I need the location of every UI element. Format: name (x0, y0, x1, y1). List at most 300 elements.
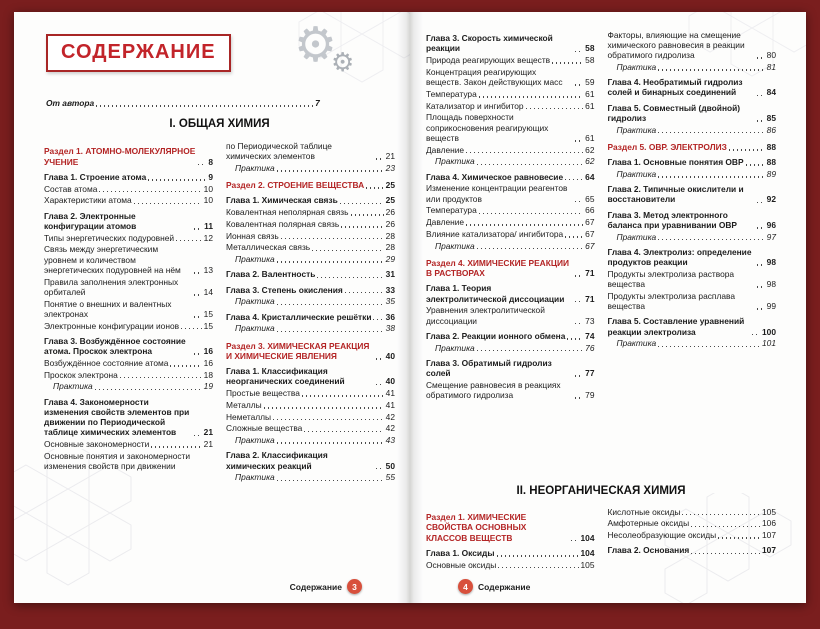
entry-text: Практика (235, 296, 275, 307)
entry-page-number: 105 (580, 559, 595, 570)
entry-page-number: 29 (385, 254, 395, 264)
entry-page-number: 25 (385, 180, 395, 190)
entry-page-number: 28 (385, 242, 395, 253)
toc-entry-practice (608, 169, 777, 179)
entry-text: Практика (235, 323, 275, 334)
dot-leader (376, 358, 384, 359)
entry-text: Глава 4. Электролиз: определение продуктов реакции (607, 246, 752, 267)
entry-text: Связь между энергетическим уровнем и количеством энергетических подуровней на нём (44, 244, 181, 275)
entry-text: Глава 3. Скорость химической реакции (426, 33, 553, 54)
entry-page-number: 84 (766, 87, 776, 98)
toc-column-3-bottom (426, 505, 595, 570)
gear-icon: ⚙ (294, 19, 338, 72)
toc-entry-chapter (608, 545, 777, 555)
entry-text: Основные понятия и закономерности изменения свойств при движении (44, 450, 191, 471)
dot-leader (575, 375, 583, 376)
dot-leader (277, 304, 384, 305)
entry-text: Концентрация реагирующих веществ. Закон действующих масс (426, 66, 563, 87)
entry-text: Глава 3. Метод электронного баланса при уравнивании ОВР (607, 209, 737, 230)
toc-entry-chapter (608, 247, 777, 268)
toc-entry-author (46, 98, 320, 108)
entry-text: Раздел 1. АТОМНО-МОЛЕКУЛЯРНОЕ УЧЕНИЕ (44, 146, 196, 167)
entry-page-number: 88 (766, 157, 776, 167)
entry-text: Глава 4. Закономерности изменения свойств элементов при движении по Периодической таблице химических элементов (44, 396, 190, 438)
toc-entry-item (226, 207, 395, 217)
dot-leader (757, 95, 765, 96)
entry-page-number: 96 (766, 219, 776, 230)
dot-leader (658, 69, 764, 70)
right-page (410, 12, 806, 603)
entry-text: Глава 2. Электронные конфигурации атомов (44, 210, 137, 231)
entry-text: Ковалентная полярная связь (226, 218, 340, 229)
toc-entry-item (426, 112, 595, 143)
toc-entry-chapter (426, 358, 595, 379)
toc-entry-item (44, 244, 213, 275)
entry-text: Практика (616, 338, 657, 349)
entry-text: Практика (616, 168, 657, 179)
entry-text: Глава 1. Классификация неорганических соединений (226, 366, 345, 387)
entry-page-number: 100 (762, 326, 776, 337)
entry-page-number: 14 (203, 286, 213, 297)
entry-page-number: 77 (585, 368, 595, 378)
entry-page-number: 40 (385, 376, 395, 387)
entry-page-number: 104 (580, 547, 595, 558)
entry-page-number: 36 (385, 311, 395, 322)
dot-leader (575, 84, 583, 85)
entry-page-number: 61 (585, 100, 595, 111)
entry-text: Возбуждённое состояние атома (44, 357, 169, 368)
dot-leader (567, 338, 583, 339)
toc-column-4-bottom (608, 505, 777, 570)
toc-entry-item (44, 299, 213, 320)
toc-entry-chapter (44, 397, 213, 438)
toc-entry-item (426, 145, 595, 155)
dot-leader (498, 567, 578, 568)
toc-entry-chapter (608, 77, 777, 98)
toc-column-1 (44, 139, 213, 482)
dot-leader (565, 236, 583, 237)
page-number-badge: 4 (458, 579, 473, 594)
toc-entry-practice (44, 381, 213, 391)
entry-page-number: 71 (585, 268, 595, 278)
gear-small-icon: ⚙ (331, 47, 355, 77)
entry-page-number: 64 (585, 171, 595, 182)
dot-leader (194, 435, 202, 436)
toc-entry-item (226, 412, 395, 422)
toc-entry-item (44, 358, 213, 368)
entry-page-number: 11 (204, 220, 213, 231)
entry-page-number: 15 (203, 320, 213, 331)
entry-page-number: 66 (585, 205, 595, 216)
dot-leader (264, 407, 384, 408)
left-page-footer (290, 579, 362, 594)
entry-text: Глава 5. Совместный (двойной) гидролиз (607, 102, 741, 123)
toc-entry-chapter (44, 336, 213, 357)
toc-entry-item (226, 141, 395, 162)
page-number-badge: 3 (347, 579, 362, 594)
toc-entry-chapter (426, 548, 595, 558)
toc-entry-practice (226, 296, 395, 306)
toc-entry-practice (226, 435, 395, 445)
toc-entry-practice (608, 125, 777, 135)
entry-text: Глава 5. Составление уравнений реакции электролиза (607, 316, 745, 337)
entry-text: по Периодической таблице химических элементов (226, 140, 332, 161)
entry-page-number: 107 (762, 530, 776, 540)
toc-entry-item (426, 229, 595, 239)
toc-entry-item (426, 183, 595, 204)
entry-page-number: 19 (203, 381, 213, 392)
entry-page-number: 28 (385, 230, 395, 241)
dot-leader (194, 316, 202, 317)
dot-leader (575, 51, 583, 52)
dot-leader (194, 353, 202, 354)
entry-text: Раздел 3. ХИМИЧЕСКАЯ РЕАКЦИЯ И ХИМИЧЕСКИЕ ЯВЛЕНИЯ (226, 340, 370, 361)
entry-page-number: 55 (385, 472, 395, 483)
dot-leader (718, 537, 760, 538)
entry-page-number: 61 (585, 88, 595, 99)
entry-page-number: 89 (766, 168, 776, 179)
entry-text: Неметаллы (226, 411, 272, 422)
dot-leader (317, 277, 383, 278)
dot-leader (341, 226, 383, 227)
dot-leader (134, 203, 202, 204)
dot-leader (729, 149, 765, 150)
entry-text: Практика (235, 254, 275, 264)
gear-decoration (294, 19, 355, 77)
dot-leader (497, 555, 579, 556)
part-header-general-chemistry: I. ОБЩАЯ ХИМИЯ (169, 118, 270, 131)
right-page-columns-bottom (426, 505, 776, 570)
dot-leader (366, 187, 383, 188)
toc-entry-chapter (44, 211, 213, 232)
entry-text: Смещение равновесия в реакциях обратимого гидролиза (426, 379, 561, 400)
entry-text: Практика (235, 472, 275, 483)
dot-leader (176, 240, 202, 241)
entry-page-number: 41 (385, 388, 395, 398)
entry-text: Уравнения электролитической диссоциации (426, 305, 545, 326)
entry-page-number: 86 (766, 124, 776, 135)
toc-entry-item (44, 370, 213, 380)
toc-entry-item (44, 233, 213, 243)
entry-text: Практика (53, 381, 93, 392)
entry-text: Факторы, влияющие на смещение химического равновесия в реакции обратимого гидролиза (607, 29, 745, 60)
entry-page-number: 16 (203, 357, 213, 368)
entry-text: Глава 1. Оксиды (426, 547, 495, 558)
dot-leader (746, 164, 765, 165)
dot-leader (571, 540, 579, 541)
entry-text: Температура (426, 88, 477, 99)
toc-entry-practice (426, 343, 595, 353)
entry-page-number: 9 (208, 171, 213, 182)
contents-title: СОДЕРЖАНИЕ (46, 34, 231, 72)
toc-entry-item (608, 30, 777, 61)
toc-entry-item (44, 277, 213, 298)
toc-entry-item (608, 507, 777, 517)
entry-text: Металлы (226, 399, 262, 410)
footer-label: Содержание (478, 581, 531, 592)
toc-entry-item (44, 451, 213, 472)
dot-leader (466, 152, 583, 153)
dot-leader (477, 164, 583, 165)
entry-page-number: 107 (762, 545, 776, 556)
entry-page-number: 74 (585, 330, 595, 341)
dot-leader (757, 227, 765, 228)
dot-leader (170, 365, 201, 366)
entry-text: Характеристики атома (44, 195, 132, 206)
toc-entry-item (608, 291, 777, 312)
entry-page-number: 42 (385, 423, 395, 434)
dot-leader (312, 250, 384, 251)
dot-leader (526, 108, 584, 109)
dot-leader (575, 397, 583, 398)
dot-leader (194, 272, 202, 273)
footer-label: Содержание (289, 581, 342, 592)
dot-leader (376, 468, 384, 469)
toc-entry-practice (426, 241, 595, 251)
entry-page-number: 62 (585, 156, 595, 167)
entry-page-number: 98 (766, 279, 776, 289)
toc-entry-item (608, 518, 777, 528)
toc-entry-chapter (226, 312, 395, 322)
toc-entry-item (426, 560, 595, 570)
toc-entry-chapter (426, 331, 595, 341)
dot-leader (691, 526, 760, 527)
dot-leader (277, 331, 384, 332)
entry-page-number: 8 (208, 156, 213, 167)
entry-text: Раздел 2. СТРОЕНИЕ ВЕЩЕСТВА (226, 180, 365, 190)
entry-text: Влияние катализатора/ ингибитора (426, 228, 564, 239)
toc-entry-chapter (426, 283, 595, 304)
entry-page-number: 31 (385, 269, 395, 280)
entry-text: Давление (426, 144, 465, 155)
entry-text: Глава 2. Классификация химических реакций (226, 450, 328, 471)
entry-page-number: 13 (203, 264, 213, 275)
toc-entry-section (226, 341, 395, 362)
entry-page-number: 67 (585, 228, 595, 239)
toc-entry-chapter (226, 450, 395, 471)
dot-leader (277, 261, 384, 262)
entry-page-number: 85 (766, 112, 776, 123)
toc-entry-item (226, 231, 395, 241)
entry-text: Глава 1. Строение атома (44, 171, 147, 182)
toc-entry-item (226, 388, 395, 398)
entry-page-number: 58 (585, 43, 595, 54)
book-spread (14, 12, 806, 603)
toc-entry-item (608, 269, 777, 290)
title-row (46, 19, 395, 82)
dot-leader (552, 62, 583, 63)
toc-entry-item (426, 89, 595, 99)
entry-text: Раздел 1. ХИМИЧЕСКИЕ СВОЙСТВА ОСНОВНЫХ КЛАССОВ ВЕЩЕСТВ (426, 512, 527, 543)
entry-page-number: 25 (385, 195, 395, 206)
entry-page-number: 92 (766, 194, 776, 205)
left-page-content (14, 12, 410, 603)
toc-entry-chapter (426, 172, 595, 182)
entry-page-number: 15 (203, 308, 213, 319)
toc-entry-item (44, 439, 213, 449)
toc-column-4 (608, 28, 777, 349)
dot-leader (151, 446, 201, 447)
toc-entry-section (426, 258, 595, 279)
entry-text: Глава 2. Валентность (226, 269, 316, 280)
entry-text: Ковалентная неполярная связь (226, 207, 349, 217)
toc-entry-section (226, 180, 395, 190)
dot-leader (277, 170, 384, 171)
dot-leader (148, 179, 206, 180)
dot-leader (658, 132, 764, 133)
toc-entry-practice (226, 163, 395, 173)
toc-column-3 (426, 28, 595, 400)
toc-entry-chapter (426, 33, 595, 54)
entry-text: Продукты электролиза раствора вещества (607, 268, 735, 289)
entry-text: Изменение концентрации реагентов или продуктов (426, 183, 568, 204)
entry-page-number: 12 (203, 232, 213, 243)
dot-leader (757, 57, 765, 58)
dot-leader (376, 158, 384, 159)
toc-entry-chapter (226, 366, 395, 387)
entry-text: Основные закономерности (44, 439, 150, 449)
entry-page-number: 98 (766, 257, 776, 267)
toc-entry-item (426, 205, 595, 215)
entry-text: Ионная связь (226, 230, 279, 241)
toc-entry-item (226, 219, 395, 229)
entry-text: Практика (235, 435, 275, 445)
entry-text: Глава 3. Обратимый гидролиз солей (426, 357, 552, 378)
entry-page-number: 67 (585, 217, 595, 227)
toc-column-2 (226, 139, 395, 482)
dot-leader (658, 239, 764, 240)
entry-page-number: 26 (385, 218, 395, 229)
entry-text: Практика (235, 162, 275, 173)
dot-leader (477, 350, 583, 351)
toc-entry-chapter (226, 269, 395, 279)
entry-page-number: 67 (585, 240, 595, 251)
dot-leader (757, 308, 765, 309)
entry-text: Практика (435, 156, 475, 167)
entry-page-number: 59 (585, 77, 595, 87)
right-page-footer (458, 579, 530, 594)
entry-page-number: 10 (203, 195, 213, 206)
dot-leader (120, 377, 202, 378)
entry-page-number: 21 (203, 439, 213, 449)
toc-entry-practice (226, 472, 395, 482)
toc-entry-chapter (608, 184, 777, 205)
entry-text: Глава 4. Необратимый гидролиз солей и бинарных соединений (607, 77, 743, 98)
entry-page-number: 58 (585, 55, 595, 65)
entry-text: Глава 1. Теория электролитической диссоциации (426, 283, 565, 304)
dot-leader (575, 275, 583, 276)
entry-text: Амфотерные оксиды (607, 518, 690, 529)
dot-leader (181, 328, 202, 329)
toc-entry-practice (226, 323, 395, 333)
entry-page-number: 73 (585, 315, 595, 326)
dot-leader (345, 292, 384, 293)
entry-text: Глава 4. Химическое равновесие (426, 171, 564, 182)
entry-page-number: 81 (766, 61, 776, 72)
toc-entry-practice (608, 338, 777, 348)
dot-leader (373, 319, 383, 320)
toc-entry-chapter (226, 195, 395, 205)
toc-entry-item (426, 380, 595, 401)
entry-page-number: 21 (385, 151, 395, 161)
toc-entry-item (226, 400, 395, 410)
toc-entry-practice (608, 232, 777, 242)
toc-entry-chapter (608, 103, 777, 124)
entry-page-number: 21 (203, 427, 213, 438)
dot-leader (99, 191, 201, 192)
entry-text: Практика (435, 240, 475, 251)
dot-leader (757, 202, 765, 203)
dot-leader (376, 384, 384, 385)
dot-leader (281, 238, 384, 239)
entry-page-number: 35 (385, 296, 395, 307)
entry-page-number: 7 (315, 98, 320, 108)
dot-leader (757, 264, 765, 265)
entry-text: Глава 1. Основные понятия ОВР (607, 157, 744, 167)
toc-entry-chapter (44, 172, 213, 182)
entry-page-number: 105 (762, 506, 776, 517)
entry-text: Металлическая связь (226, 242, 311, 253)
entry-page-number: 18 (203, 369, 213, 380)
dot-leader (302, 395, 384, 396)
entry-text: Раздел 4. ХИМИЧЕСКИЕ РЕАКЦИИ В РАСТВОРАХ (426, 257, 569, 278)
dot-leader (575, 201, 583, 202)
left-page-columns (44, 139, 395, 482)
left-page (14, 12, 410, 603)
entry-page-number: 71 (585, 293, 595, 304)
entry-page-number: 76 (585, 342, 595, 353)
entry-page-number: 43 (385, 435, 395, 445)
entry-page-number: 41 (385, 399, 395, 410)
entry-text: Основные оксиды (426, 559, 497, 570)
dot-leader (277, 442, 384, 443)
dot-leader (277, 480, 384, 481)
entry-text: Природа реагирующих веществ (426, 55, 551, 65)
toc-entry-section (608, 142, 777, 152)
entry-text: Понятие о внешних и валентных электронах (44, 298, 172, 319)
right-page-content (410, 12, 806, 603)
dot-leader (691, 553, 760, 554)
entry-page-number: 10 (203, 183, 213, 194)
entry-text: Простые вещества (226, 388, 300, 398)
dot-leader (757, 286, 765, 287)
toc-entry-section (426, 512, 595, 543)
toc-entry-chapter (608, 157, 777, 167)
entry-text: От автора (46, 98, 95, 108)
dot-leader (575, 301, 583, 302)
entry-page-number: 40 (385, 350, 395, 361)
dot-leader (477, 248, 583, 249)
dot-leader (682, 514, 760, 515)
entry-text: Практика (616, 231, 657, 242)
dot-leader (575, 323, 583, 324)
entry-text: Давление (426, 217, 465, 227)
entry-text: Раздел 5. ОВР. ЭЛЕКТРОЛИЗ (607, 141, 727, 152)
entry-page-number: 62 (585, 144, 595, 155)
toc-entry-item (426, 67, 595, 88)
toc-entry-practice (426, 156, 595, 166)
right-page-columns-top (426, 28, 776, 472)
dot-leader (194, 228, 202, 229)
toc-entry-chapter (226, 285, 395, 295)
entry-page-number: 65 (585, 193, 595, 204)
entry-text: Глава 4. Кристаллические решётки (226, 311, 372, 322)
dot-leader (757, 120, 765, 121)
toc-entry-item (426, 55, 595, 65)
entry-page-number: 104 (580, 532, 595, 543)
dot-leader (194, 294, 202, 295)
entry-text: Несолеобразующие оксиды (607, 530, 717, 540)
